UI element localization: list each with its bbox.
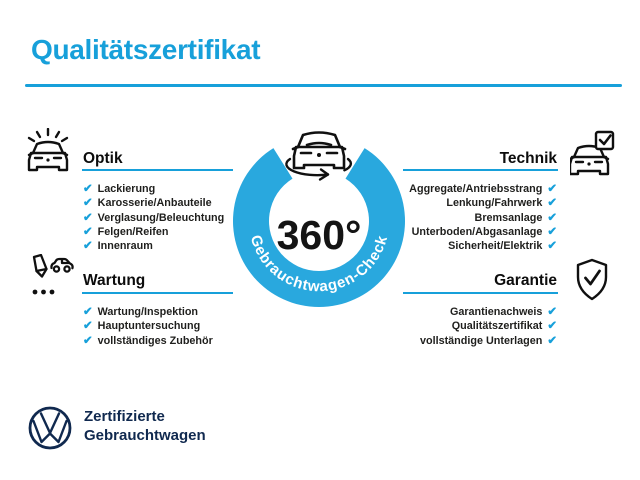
item-label: Aggregate/Antriebsstrang [409, 183, 543, 195]
section-underline-technik [403, 169, 558, 171]
section-title-optik: Optik [83, 150, 123, 167]
car-rotation-360-icon [286, 133, 350, 180]
list-item [409, 210, 557, 224]
item-label: vollständige Unterlagen [419, 334, 543, 347]
ring-label: Gebrauchtwagen-Check [246, 232, 392, 296]
optik-item-list [83, 181, 224, 252]
item-label: Hauptuntersuchung [97, 320, 201, 333]
item-label: Unterboden/Abgasanlage [411, 225, 543, 238]
technik-item-list [409, 181, 557, 252]
check-icon: ✔ [547, 197, 557, 210]
list-item [83, 181, 224, 195]
item-label: Lackierung [97, 183, 156, 195]
check-icon: ✔ [547, 211, 557, 224]
check-icon: ✔ [547, 320, 557, 333]
check-icon: ✔ [547, 334, 557, 347]
item-label: Felgen/Reifen [97, 225, 169, 238]
check-icon: ✔ [83, 240, 93, 253]
check-icon: ✔ [547, 306, 557, 318]
list-item [83, 210, 224, 224]
wartung-item-list [83, 304, 213, 347]
shield-check-icon [575, 258, 609, 303]
check-icon: ✔ [83, 334, 93, 347]
section-underline-wartung [82, 292, 233, 294]
item-label: Karosserie/Anbauteile [97, 197, 212, 210]
list-item [420, 333, 557, 347]
item-label: Garantienachweis [449, 306, 543, 318]
check-icon: ✔ [83, 225, 93, 238]
list-item [409, 181, 557, 195]
item-label: vollständiges Zubehör [97, 334, 213, 347]
list-item [420, 304, 557, 318]
item-label: Lenkung/Fahrwerk [446, 197, 543, 210]
check-icon: ✔ [83, 211, 93, 224]
item-label: Innenraum [97, 240, 153, 253]
footer-claim-line2: Gebrauchtwagen [84, 427, 206, 444]
check-icon: ✔ [83, 320, 93, 333]
footer-claim-line1: Zertifizierte [84, 408, 165, 425]
item-label: Bremsanlage [474, 211, 543, 224]
list-item [409, 238, 557, 252]
check-icon: ✔ [547, 183, 557, 195]
degree-label: 360° [276, 212, 362, 258]
section-underline-optik [82, 169, 233, 171]
section-title-wartung: Wartung [83, 272, 146, 289]
check-icon: ✔ [547, 240, 557, 253]
car-shine-icon [26, 128, 70, 174]
badge-360-check [228, 103, 418, 318]
list-item [83, 318, 213, 332]
section-title-garantie: Garantie [494, 272, 557, 289]
item-label: Sicherheit/Elektrik [448, 240, 543, 253]
section-underline-garantie [403, 292, 558, 294]
page-title: Qualitätszertifikat [31, 34, 261, 65]
section-title-technik: Technik [499, 150, 557, 167]
list-item [83, 224, 224, 238]
check-icon: ✔ [83, 197, 93, 210]
check-icon: ✔ [83, 183, 93, 195]
footer-claim [84, 407, 206, 445]
item-label: Wartung/Inspektion [97, 306, 199, 318]
car-checkbox-icon [570, 130, 616, 178]
vw-logo [27, 405, 73, 451]
list-item [83, 238, 224, 252]
garantie-item-list [420, 304, 557, 347]
list-item [83, 195, 224, 209]
check-icon: ✔ [83, 306, 93, 318]
header-divider [25, 84, 622, 87]
list-item [409, 195, 557, 209]
item-label: Qualitätszertifikat [451, 320, 543, 333]
checklist-car-icon [26, 254, 74, 298]
list-item [83, 304, 213, 318]
list-item [409, 224, 557, 238]
list-item [83, 333, 213, 347]
list-item [420, 318, 557, 332]
item-label: Verglasung/Beleuchtung [97, 211, 225, 224]
check-icon: ✔ [547, 225, 557, 238]
